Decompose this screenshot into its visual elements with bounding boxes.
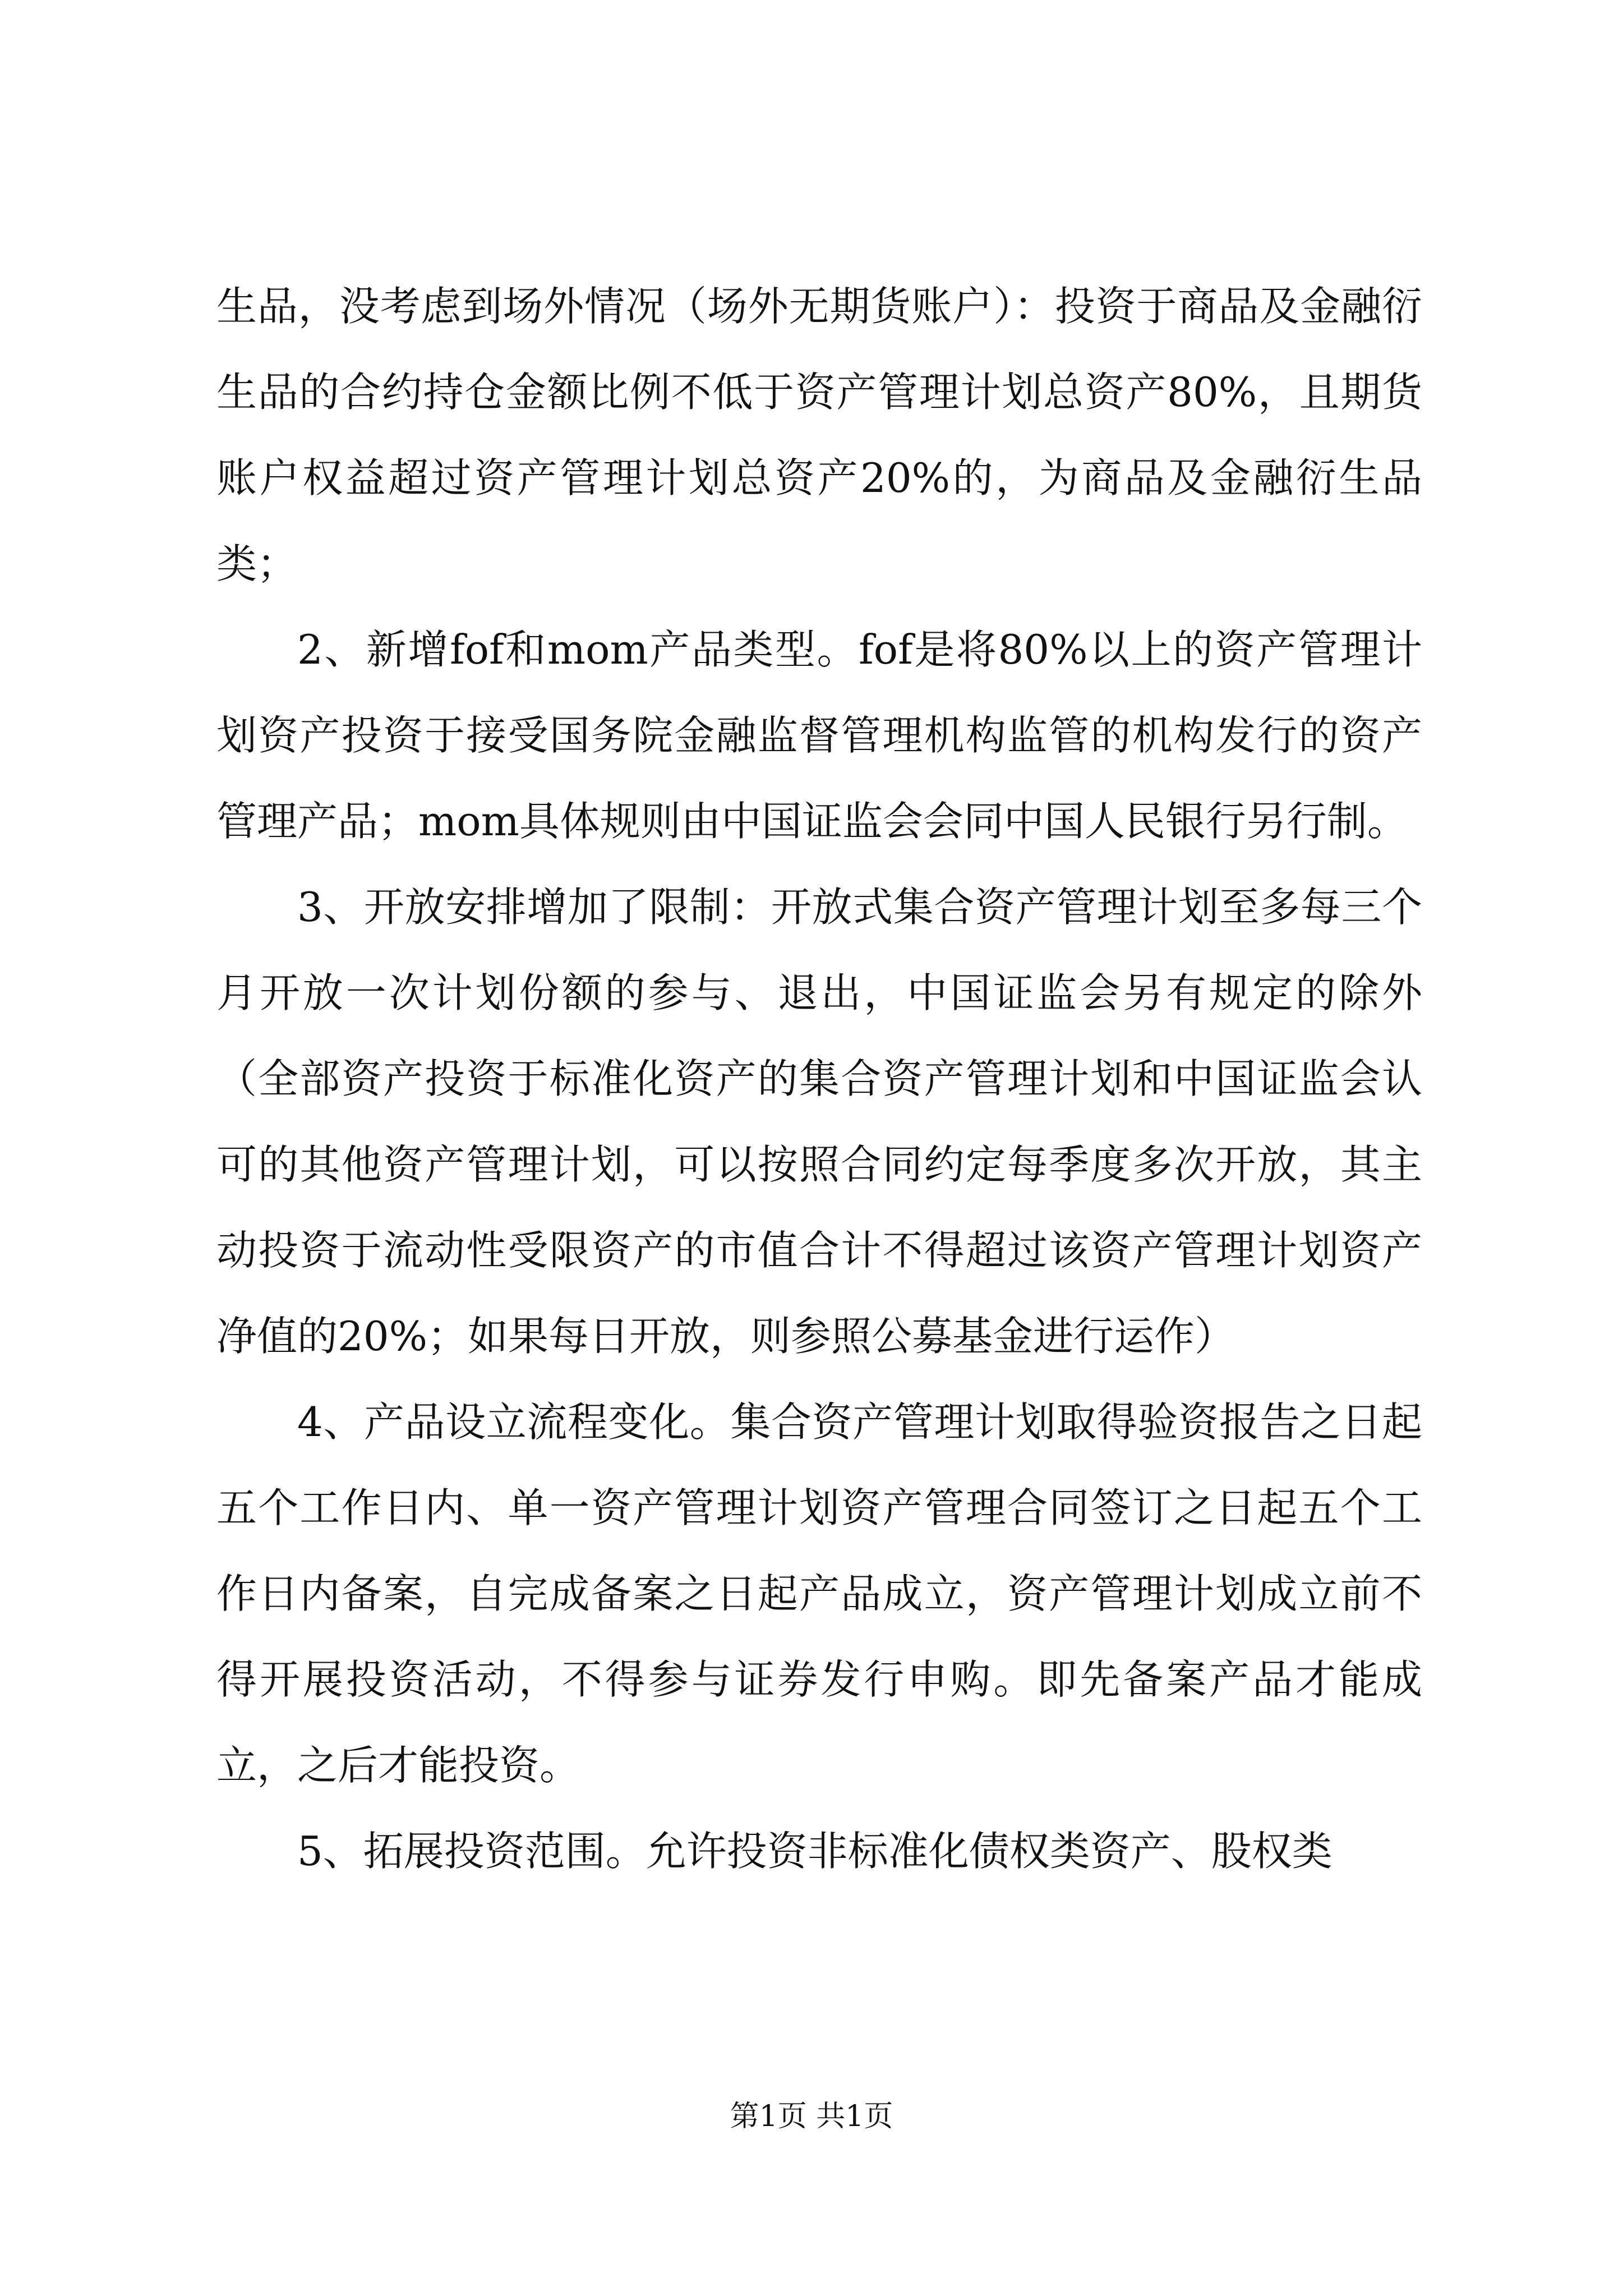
paragraph-item-3: 3、开放安排增加了限制：开放式集合资产管理计划至多每三个月开放一次计划份额的参与、退出，中国证监会另有规定的除外（全部资产投资于标准化资产的集合资产管理计划和中国证监会认可的其他资产管理计划，可以按照合同约定每季度多次开放，其主动投资于流动性受限资产的市值合计不得超过该资产管理计划资产净值的20%；如果每日开放，则参照公募基金进行运作）	[216, 884, 1422, 1360]
page-footer: 第1页 共1页	[730, 2100, 893, 2133]
paragraph-continuation: 生品，没考虑到场外情况（场外无期货账户）：投资于商品及金融衍生品的合约持仓金额比例不低于资产管理计划总资产80%，且期货账户权益超过资产管理计划总资产20%的，为商品及金融衍生品类；	[216, 283, 1422, 587]
paragraph-item-2: 2、新增fof和mom产品类型。fof是将80%以上的资产管理计划资产投资于接受国务院金融监督管理机构监管的机构发行的资产管理产品；mom具体规则由中国证监会会同中国人民银行另行制。	[216, 626, 1422, 845]
paragraph-item-5: 5、拓展投资范围。允许投资非标准化债权类资产、股权类	[297, 1828, 1332, 1875]
document-body	[216, 264, 1422, 1894]
paragraph-item-4: 4、产品设立流程变化。集合资产管理计划取得验资报告之日起五个工作日内、单一资产管理计划资产管理合同签订之日起五个工作日内备案，自完成备案之日起产品成立，资产管理计划成立前不得开展投资活动，不得参与证券发行申购。即先备案产品才能成立，之后才能投资。	[216, 1398, 1422, 1789]
